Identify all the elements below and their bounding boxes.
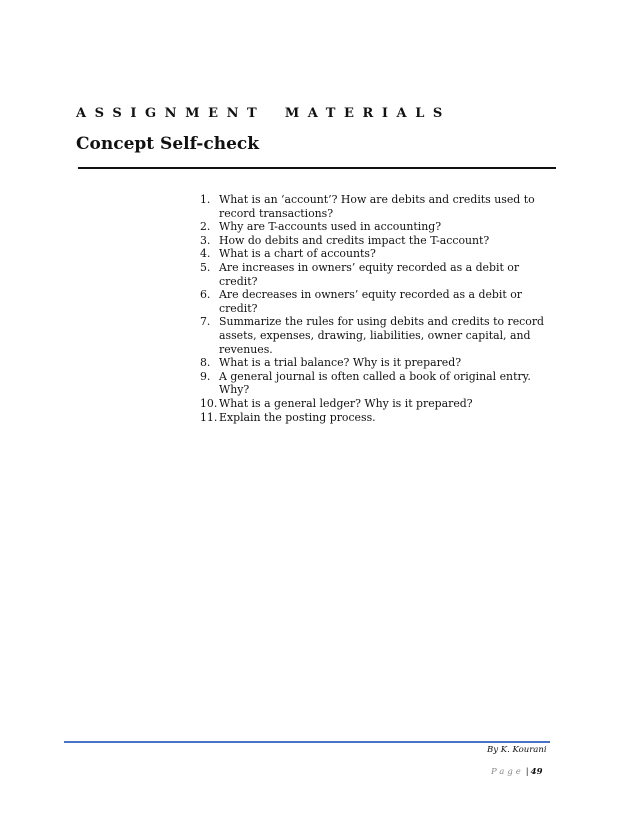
question-number: 2. <box>200 220 211 234</box>
question-text: What is a general ledger? Why is it prepared? <box>219 396 473 410</box>
question-text: How do debits and credits impact the T-account? <box>219 233 490 247</box>
list-item <box>200 234 560 248</box>
section-heading-word2: MATERIALS <box>284 106 451 121</box>
question-list <box>200 193 560 424</box>
title-divider <box>78 167 556 169</box>
list-item <box>200 356 560 370</box>
question-number: 1. <box>200 193 211 206</box>
list-item <box>200 288 560 315</box>
list-item <box>200 397 560 411</box>
question-text: Are decreases in owners’ equity recorded as a debit or credit? <box>219 288 522 315</box>
question-number: 7. <box>200 315 211 329</box>
question-text: What is a chart of accounts? <box>219 247 376 261</box>
page-number-value: 49 <box>530 767 543 777</box>
page-number <box>491 767 543 777</box>
question-number: 3. <box>200 233 211 247</box>
question-number: 6. <box>200 288 211 302</box>
list-item <box>200 247 560 261</box>
page-label: Page <box>491 767 524 777</box>
section-heading <box>76 106 451 121</box>
question-text: Why are T-accounts used in accounting? <box>219 220 442 234</box>
list-item <box>200 315 560 356</box>
question-number: 4. <box>200 247 211 261</box>
list-item <box>200 193 560 220</box>
question-text: A general journal is often called a book of original entry. Why? <box>219 369 531 397</box>
question-text: Are increases in owners’ equity recorded as a debit or credit? <box>219 260 520 288</box>
list-item <box>200 411 560 425</box>
page-subtitle: Concept Self-check <box>76 134 260 154</box>
section-heading-word1: ASSIGNMENT <box>76 106 266 121</box>
author-credit: By K. Kourani <box>487 745 547 755</box>
question-text: Summarize the rules for using debits and credits to record assets, expenses, drawing, liabilities, owner capital, and revenues. <box>219 315 544 356</box>
question-text: What is an ‘account’? How are debits and credits used to record transactions? <box>219 193 535 220</box>
list-item <box>200 370 560 397</box>
list-item <box>200 220 560 234</box>
question-number: 10. <box>200 396 218 410</box>
question-text: What is a trial balance? Why is it prepared? <box>219 356 462 370</box>
page-separator: | <box>525 767 529 777</box>
question-number: 11. <box>200 410 218 424</box>
footer-divider <box>64 741 550 743</box>
question-number: 9. <box>200 369 211 383</box>
question-number: 8. <box>200 356 211 370</box>
question-number: 5. <box>200 260 211 274</box>
list-item <box>200 261 560 288</box>
question-text: Explain the posting process. <box>219 410 376 424</box>
